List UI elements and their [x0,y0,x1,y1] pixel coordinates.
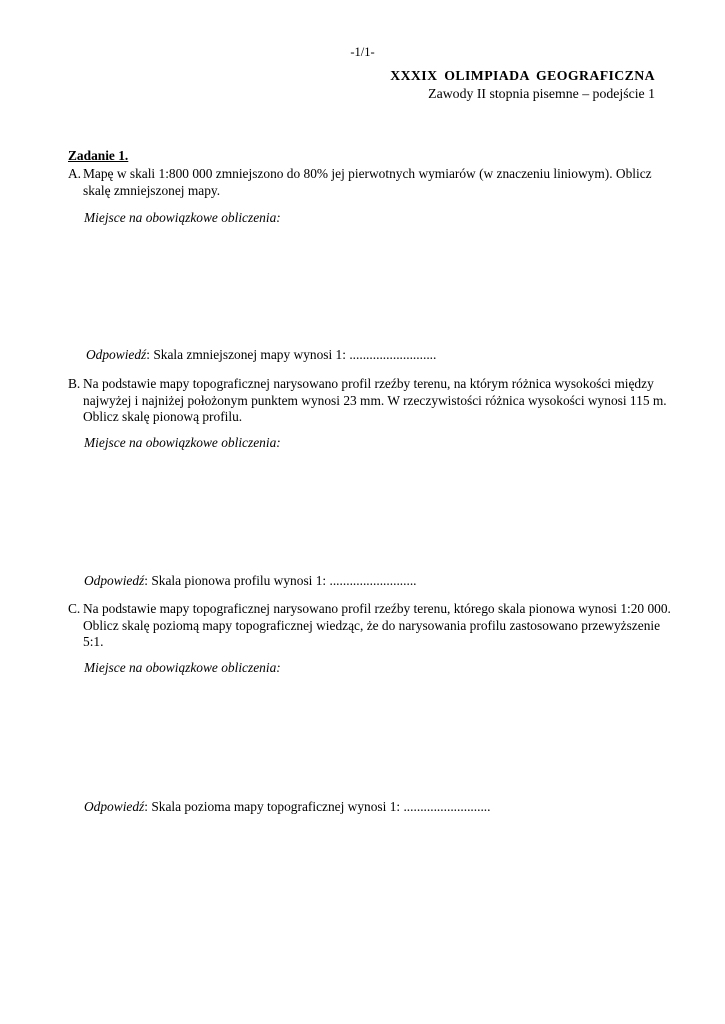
answer-line: Odpowiedź: Skala pozioma mapy topograficznej wynosi 1: .......................... [84,799,491,814]
answer-line: Odpowiedź: Skala zmniejszonej mapy wynosi 1: .......................... [86,347,437,362]
calculation-area-label: Miejsce na obowiązkowe obliczenia: [84,210,281,225]
answer-line: Odpowiedź: Skala pionowa profilu wynosi 1: .......................... [84,573,417,588]
question-text-line: Oblicz skalę poziomą mapy topograficznej wiedząc, że do narysowania profilu zastosowano przewyższenie [83,617,661,633]
calculation-area-label: Miejsce na obowiązkowe obliczenia: [84,435,281,450]
task-title: Zadanie 1. [68,148,129,163]
question-c [68,601,671,651]
question-a [68,166,668,199]
question-text-line: najwyżej i najniżej położonym punktem wynosi 23 mm. W rzeczywistości różnica wysokości wynosi 115 m. [83,392,667,408]
question-text-line: Oblicz skalę pionową profilu. [83,409,243,424]
stage-subtitle: Zawody II stopnia pisemne – podejście 1 [428,86,655,101]
calculation-area-label: Miejsce na obowiązkowe obliczenia: [84,660,281,675]
question-text-line: 5:1. [83,634,104,649]
question-text-line: Na podstawie mapy topograficznej narysowano profil rzeźby terenu, którego skala pionowa wynosi 1:20 000. [83,601,671,616]
question-letter: A. [68,166,82,181]
olympiad-title: XXXIX OLIMPIADA GEOGRAFICZNA [390,68,655,83]
question-b [68,376,668,426]
question-text-line: skalę zmniejszonej mapy. [83,182,221,198]
page-number: -1/1- [350,45,375,59]
question-letter: B. [68,376,81,391]
question-text-line: Mapę w skali 1:800 000 zmniejszono do 80% jej pierwotnych wymiarów (w znaczeniu liniowym). Oblicz [83,166,652,181]
question-letter: C. [68,601,81,616]
question-text-line: Na podstawie mapy topograficznej narysowano profil rzeźby terenu, na którym różnica wysokości między [83,376,654,391]
